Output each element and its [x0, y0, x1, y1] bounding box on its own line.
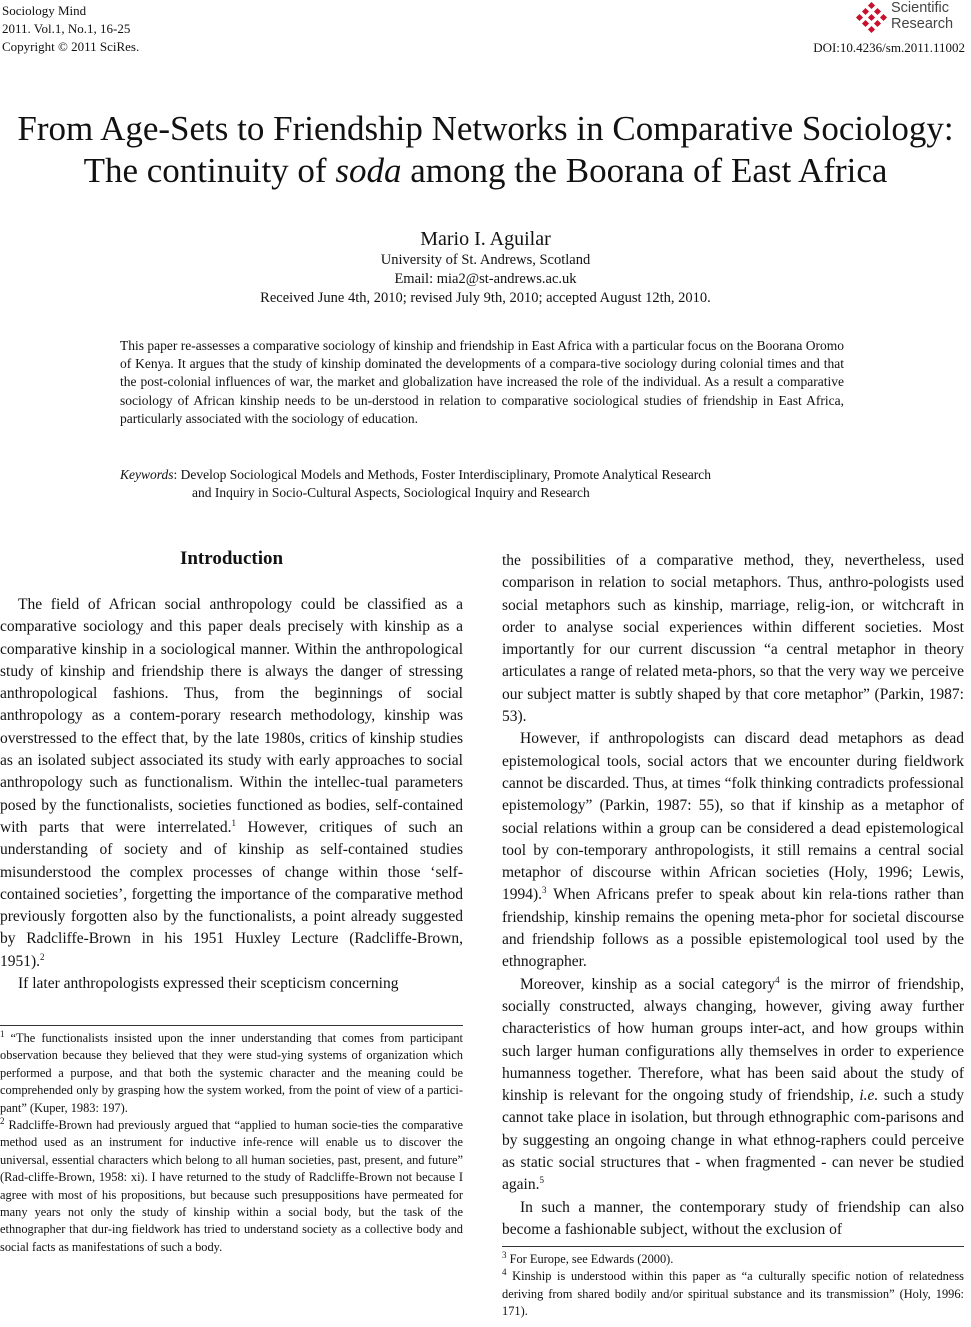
author-affiliation: University of St. Andrews, Scotland [380, 252, 591, 268]
journal-header [2, 2, 139, 56]
paper-title: From Age-Sets to Friendship Networks in Comparative Sociology: The continuity of soda among the Boorana of East Africa [17, 109, 954, 190]
logo-diamond-icon [855, 2, 889, 36]
copyright: Copyright © 2011 SciRes. [2, 39, 140, 54]
footnote-divider [502, 1246, 964, 1247]
right-column [502, 550, 964, 1241]
paragraph: the possibilities of a comparative method, they, nevertheless, used comparison in relation to social metaphors. Thus, anthro-pologists used social metaphors such as kinship, marriage, relig-ion, or witchcraft in order to analyse social experiences within different societies. Most importantly for our current discussion “a central metaphor in theory articulates a range of related meta-phors, so that the very way we perceive our subject matter is subtly shaped by that core metaphor” (Parkin, 1987: 53). [502, 552, 964, 726]
paragraph: If later anthropologists expressed their scepticism concerning [18, 975, 399, 993]
paragraph: In such a manner, the contemporary study of friendship can also become a fashionable subject, without the exclusion of [502, 1198, 964, 1238]
footnote-3: $^3$ For Europe, see Edwards (2000). [502, 1249, 674, 1266]
left-column [0, 594, 463, 995]
left-footnotes [0, 1030, 463, 1256]
right-footnotes [502, 1251, 964, 1321]
journal-volume: 2011. Vol.1, No.1, 16-25 [2, 21, 131, 36]
logo-text: Scientific Research [891, 0, 954, 32]
keywords-label: Keywords [120, 467, 174, 482]
paragraph: Moreover, kinship as a social category$^4$ is the mirror of friendship, socially constructed, always changing, however, giving away further characteristics of how human groups inter-act, and how groups within such larger human configurations ally themselves in order to experience humanness together. Therefore, what has been said about the study of kinship is relevant for the ongoing study of friendship, i.e. such a study cannot take place in isolation, but through ethnographic com-parisons and by suggesting an ongoing change in what ethnog-raphers could perceive as static social structures that - when fragmented - can never be studied again.$^5$ [502, 974, 965, 1194]
footnote-4: $^4$ Kinship is understood within this paper as “a culturally specific notion of relatedness deriving from shared bodily and/or spiritual substance and its transmission” (Holy, 1996: 171). [502, 1267, 964, 1319]
footnote-1: $^1$ “The functionalists insisted upon the inner understanding that comes from participant observation because they believed that they were stud-ying systems of organization which performed a purpose, and that both the systemic character and the meaning could be comprehended only by grasping how the system worked, from the point of view of a partici-pant” (Kuper, 1983: 197). [0, 1028, 463, 1115]
scientific-research-logo [855, 0, 965, 34]
footnote-divider [0, 1025, 463, 1026]
received-dates: Received June 4th, 2010; revised July 9th, 2010; accepted August 12th, 2010. [260, 290, 711, 306]
doi: DOI:10.4236/sm.2011.11002 [813, 40, 965, 55]
footnote-2: $^2$ Radcliffe-Brown had previously argued that “applied to human socie-ties the comparative method used as an instrument for inductive infe-rence will enable us to discover the universal, essential characters which belong to all human societies, past, present, and future” (Rad-cliffe-Brown, 1958: xi). I have returned to the study of Radcliffe-Brown not because I agree with most of his propositions, but because such presuppositions have permeated for many years not only the study of kinship within a social body, but the task of the ethnographer that dur-ing fieldwork has tried to understand society as a collective body and social facts as manifestations of such a body. [0, 1115, 463, 1254]
section-heading-introduction: Introduction [179, 548, 284, 569]
author-email: Email: mia2@st-andrews.ac.uk [394, 271, 577, 287]
journal-name: Sociology Mind [2, 3, 87, 18]
paragraph: The field of African social anthropology could be classified as a comparative sociology and this paper deals precisely with kinship as a comparative kinship in a sociological manner. Within the anthropological study of kinship and friendship there is always the danger of stressing anthropological fashions. Thus, from the beginnings of social anthropology as a contem-porary research methodology, kinship was overstressed to the effect that, by the late 1980s, critics of kinship studies as an isolated subject associated its study with early approaches to social anthropology such as functionalism. Within the intellec-tual parameters posed by the functionalists, societies functioned as bodies, self-contained with parts that were interrelated.$^1$ However, critiques of such an understanding of society and of kinship as self-contained studies misunderstood the complex processes of change within those ‘self-contained societies’, forgetting the importance of the comparative method previously forgotten also by the functionalists, a point already suggested by Radcliffe-Brown in his 1951 Huxley Lecture (Radcliffe-Brown, 1951).$^2$ [0, 596, 463, 970]
paragraph: However, if anthropologists can discard dead metaphors as dead epistemological tools, social actors that we encounter during fieldwork cannot be discarded. Thus, at times “folk thinking contradicts professional epistemology” (Parkin, 1987: 55), so that if kinship as a metaphor of social relations within a group can be considered a dead epistemological tool by con-temporary anthropologists, it still remains a central social metaphor of discourse within African societies (Holy, 1996; Lewis, 1994).$^3$ When Africans prefer to speak about kin rela-tions rather than friendship, kinship remains the opening meta-phor for societal discourse and friendship follows as a possible epistemological tool used by the ethnographer. [502, 730, 964, 971]
author-name: Mario I. Aguilar [420, 228, 551, 250]
abstract: This paper re-assesses a comparative sociology of kinship and friendship in East Africa with a particular focus on the Boorana Oromo of Kenya. It argues that the study of kinship dominated the developments of a compara-tive sociology during colonial times and that the post-colonial influences of war, the market and globalization have increased the role of the individual. As a result a comparative sociology of African kinship needs to be un-derstood in relation to comparative sociological studies of friendship in East Africa, particularly associated with the sociology of education. [120, 338, 844, 426]
keywords: Keywords: Develop Sociological Models and Methods, Foster Interdisciplinary, Promote Analytical Research and Inquiry in Socio-Cultural Aspects, Sociological Inquiry and Research [120, 467, 712, 500]
